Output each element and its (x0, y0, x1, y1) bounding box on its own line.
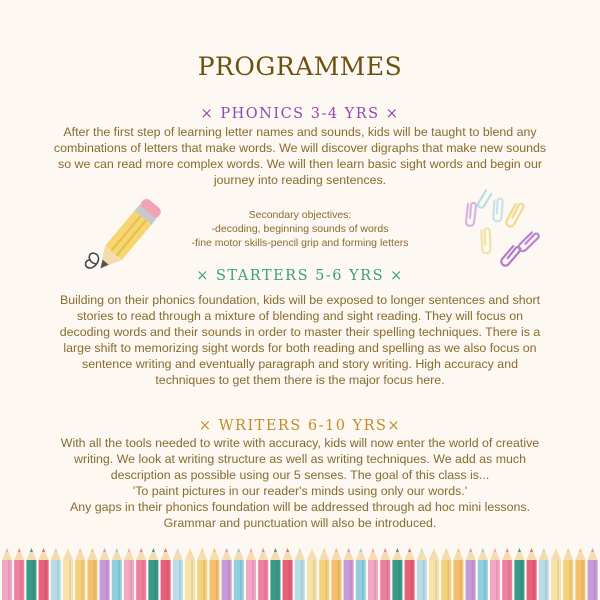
border-pencil (405, 548, 415, 600)
secondary-objectives-label: Secondary objectives: (248, 209, 352, 221)
writers-description (40, 435, 560, 531)
border-pencil (222, 548, 232, 600)
border-pencil (490, 548, 500, 600)
phonics-line: so we can read more complex words. We will then learn basic sight words and begin our (58, 157, 542, 171)
border-pencil (246, 548, 256, 600)
border-pencil (63, 548, 73, 600)
border-pencil (331, 548, 341, 600)
starters-line: sentence writing and eventually paragraph and story writing. High accuracy and (82, 357, 518, 371)
border-pencil (39, 548, 49, 600)
border-pencil (453, 548, 463, 600)
border-pencil (551, 548, 561, 600)
border-pencil (575, 548, 585, 600)
writers-line: description as possible using our 5 senses. The goal of this class is... (110, 468, 490, 482)
border-pencil (368, 548, 378, 600)
border-pencil (417, 548, 427, 600)
border-pencil (2, 548, 12, 600)
border-pencil (319, 548, 329, 600)
starters-heading: × STARTERS 5-6 YRS × (196, 268, 404, 284)
secondary-objective-item: -fine motor skills-pencil grip and forming letters (191, 237, 409, 249)
starters-line: large shift to memorizing sight words for both reading and spelling as we also focus on (63, 341, 537, 355)
writers-line: 'To paint pictures in our reader's minds using only our words.' (132, 484, 468, 498)
border-pencil (502, 548, 512, 600)
starters-description (40, 292, 560, 388)
phonics-line: journey into reading sentences. (213, 173, 387, 187)
paperclip-icon (458, 182, 558, 274)
writers-line: writing. We look at writing structure as well as writing techniques. We add as much (74, 452, 526, 466)
border-pencil (539, 548, 549, 600)
border-pencil (209, 548, 219, 600)
phonics-line: combinations of letters that make words. We will discover digraphs that make new sounds (53, 141, 547, 155)
border-pencil (173, 548, 183, 600)
border-pencil (148, 548, 158, 600)
border-pencil (75, 548, 85, 600)
border-pencil (344, 548, 354, 600)
border-pencil (441, 548, 451, 600)
border-pencil (124, 548, 134, 600)
border-pencil (258, 548, 268, 600)
writers-heading: × WRITERS 6-10 YRS× (198, 418, 402, 434)
pencil-icon (78, 192, 178, 276)
border-pencil (87, 548, 97, 600)
phonics-line: After the first step of learning letter names and sounds, kids will be taught to blend any (63, 125, 537, 139)
secondary-objective-item: -decoding, beginning sounds of words (211, 223, 389, 235)
border-pencil (26, 548, 36, 600)
border-pencil (295, 548, 305, 600)
border-pencil (51, 548, 61, 600)
border-pencil (356, 548, 366, 600)
border-pencil (588, 548, 598, 600)
border-pencil (429, 548, 439, 600)
starters-line: Building on their phonics foundation, kids will be exposed to longer sentences and short (59, 293, 541, 307)
border-pencil (283, 548, 293, 600)
border-pencil (234, 548, 244, 600)
border-pencil (514, 548, 524, 600)
border-pencil (478, 548, 488, 600)
border-pencil (563, 548, 573, 600)
pencil-border (0, 548, 600, 600)
border-pencil (112, 548, 122, 600)
writers-line: With all the tools needed to write with accuracy, kids will now enter the world of creative (60, 436, 540, 450)
phonics-description (40, 124, 560, 188)
border-pencil (136, 548, 146, 600)
border-pencil (527, 548, 537, 600)
border-pencil (466, 548, 476, 600)
border-pencil (392, 548, 402, 600)
writers-line: Grammar and punctuation will also be introduced. (163, 516, 437, 530)
starters-line: decoding words and their sounds in order to master their spelling techniques. There is a (59, 325, 541, 339)
starters-line: techniques to get them there is the major focus here. (155, 373, 445, 387)
border-pencil (380, 548, 390, 600)
border-pencil (14, 548, 24, 600)
border-pencil (270, 548, 280, 600)
writers-line: Any gaps in their phonics foundation will be addressed through ad hoc mini lessons. (69, 500, 531, 514)
starters-line: stories to read through a mixture of blending and sight reading. They will focus on (76, 309, 524, 323)
border-pencil (185, 548, 195, 600)
border-pencil (161, 548, 171, 600)
secondary-objectives (150, 208, 450, 250)
border-pencil (307, 548, 317, 600)
border-pencil (197, 548, 207, 600)
page-title: PROGRAMMES (197, 52, 403, 81)
phonics-heading: × PHONICS 3-4 YRS × (200, 106, 400, 122)
border-pencil (100, 548, 110, 600)
